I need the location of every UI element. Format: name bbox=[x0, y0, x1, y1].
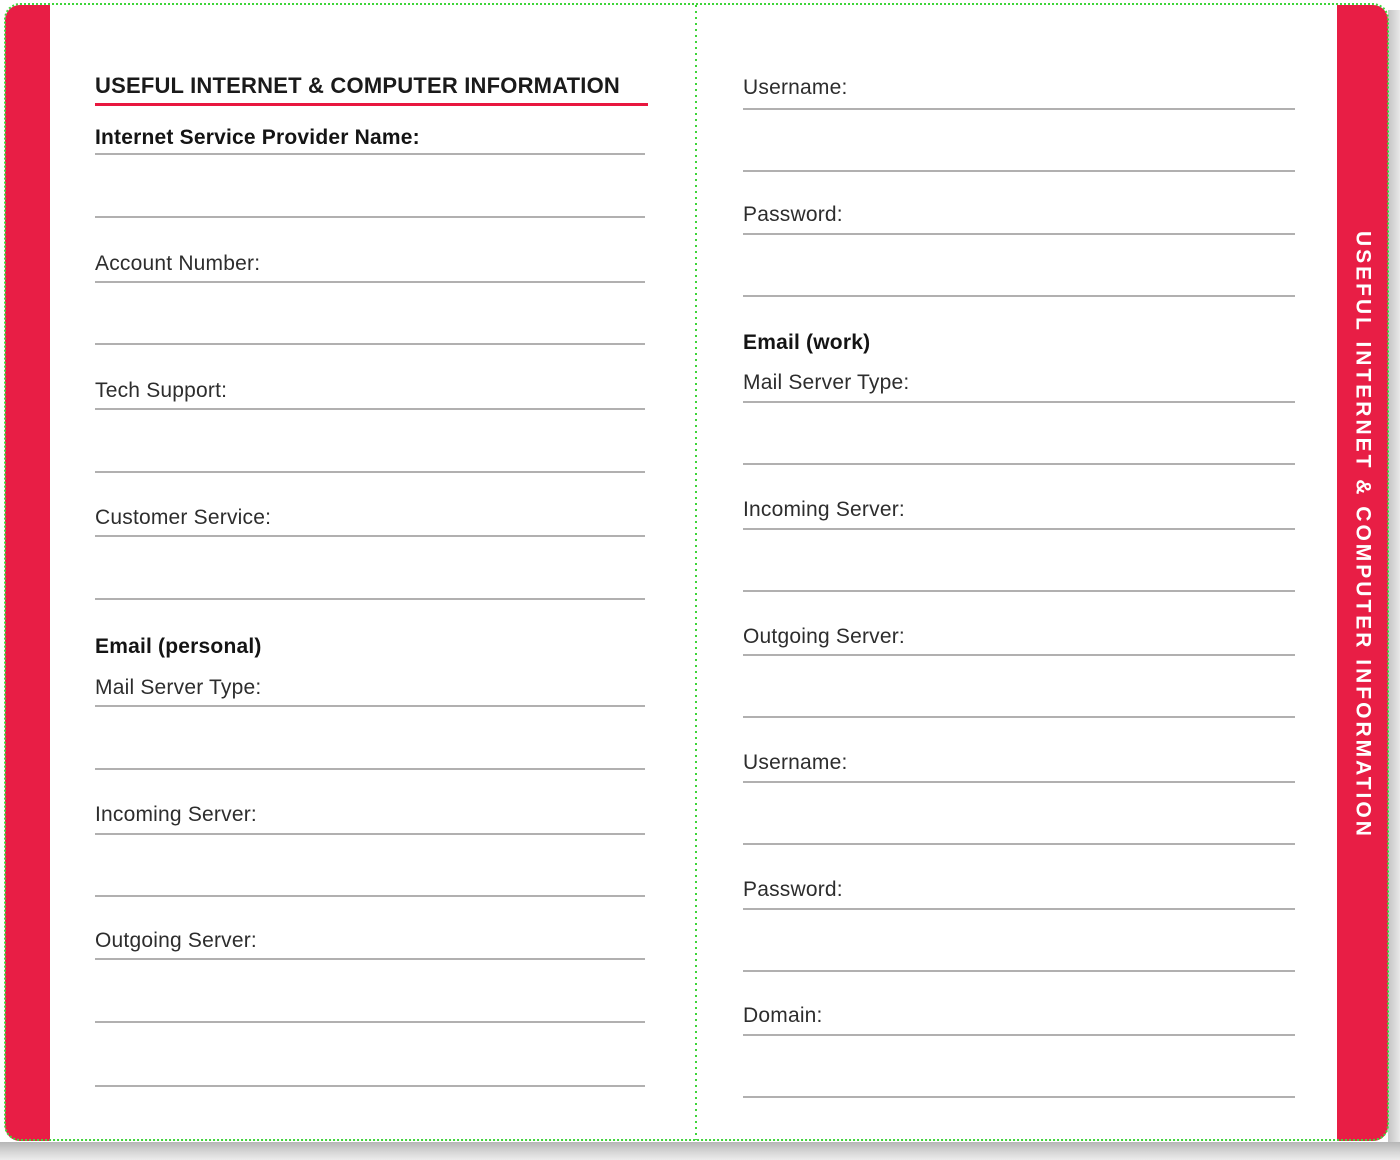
page-bottom-shadow bbox=[0, 1142, 1400, 1160]
ruled-line bbox=[95, 343, 645, 345]
ruled-line bbox=[95, 1021, 645, 1023]
ruled-line bbox=[95, 705, 645, 707]
ruled-line bbox=[743, 1034, 1295, 1036]
ruled-line bbox=[95, 281, 645, 283]
ruled-line bbox=[743, 590, 1295, 592]
field-label-incoming-server: Incoming Server: bbox=[743, 498, 905, 521]
ruled-line bbox=[743, 170, 1295, 172]
field-label-password-2: Password: bbox=[743, 878, 843, 901]
ruled-line bbox=[743, 401, 1295, 403]
section-index-tab bbox=[1337, 5, 1388, 1141]
field-label-outgoing-server: Outgoing Server: bbox=[95, 929, 257, 952]
field-label-mail-server-type: Mail Server Type: bbox=[743, 371, 910, 394]
field-label-isp-name: Internet Service Provider Name: bbox=[95, 126, 420, 149]
field-label-mail-server-type: Mail Server Type: bbox=[95, 676, 262, 699]
ruled-line bbox=[743, 108, 1295, 110]
ruled-line bbox=[743, 716, 1295, 718]
ruled-line bbox=[95, 895, 645, 897]
red-spine-strip bbox=[5, 5, 50, 1141]
ruled-line bbox=[743, 233, 1295, 235]
page-title: USEFUL INTERNET & COMPUTER INFORMATION bbox=[95, 73, 620, 98]
page-right-shadow bbox=[1388, 10, 1400, 1142]
ruled-line bbox=[743, 843, 1295, 845]
ruled-line bbox=[95, 216, 645, 218]
field-label-username: Username: bbox=[743, 76, 848, 99]
ruled-line bbox=[95, 768, 645, 770]
ruled-line bbox=[95, 408, 645, 410]
section-heading-email-personal: Email (personal) bbox=[95, 635, 262, 658]
section-heading-email-work: Email (work) bbox=[743, 331, 871, 354]
ruled-line bbox=[95, 598, 645, 600]
ruled-line bbox=[743, 908, 1295, 910]
page-title-underline bbox=[95, 103, 648, 106]
trim-guide-center-seam bbox=[695, 5, 697, 1140]
ruled-line bbox=[95, 535, 645, 537]
ruled-line bbox=[743, 295, 1295, 297]
ruled-line bbox=[95, 471, 645, 473]
ruled-line bbox=[743, 654, 1295, 656]
ruled-line bbox=[743, 970, 1295, 972]
ruled-line bbox=[743, 781, 1295, 783]
field-label-domain: Domain: bbox=[743, 1004, 823, 1027]
field-label-password: Password: bbox=[743, 203, 843, 226]
section-index-tab-label: USEFUL INTERNET & COMPUTER INFORMATION bbox=[1351, 231, 1375, 839]
ruled-line bbox=[95, 958, 645, 960]
field-label-account-number: Account Number: bbox=[95, 252, 261, 275]
ruled-line bbox=[95, 833, 645, 835]
field-label-incoming-server: Incoming Server: bbox=[95, 803, 257, 826]
field-label-customer-service: Customer Service: bbox=[95, 506, 272, 529]
ruled-line bbox=[95, 153, 645, 155]
ruled-line bbox=[743, 463, 1295, 465]
field-label-username-2: Username: bbox=[743, 751, 848, 774]
field-label-outgoing-server: Outgoing Server: bbox=[743, 625, 905, 648]
ruled-line bbox=[743, 528, 1295, 530]
ruled-line bbox=[743, 1096, 1295, 1098]
ruled-line bbox=[95, 1085, 645, 1087]
field-label-tech-support: Tech Support: bbox=[95, 379, 228, 402]
